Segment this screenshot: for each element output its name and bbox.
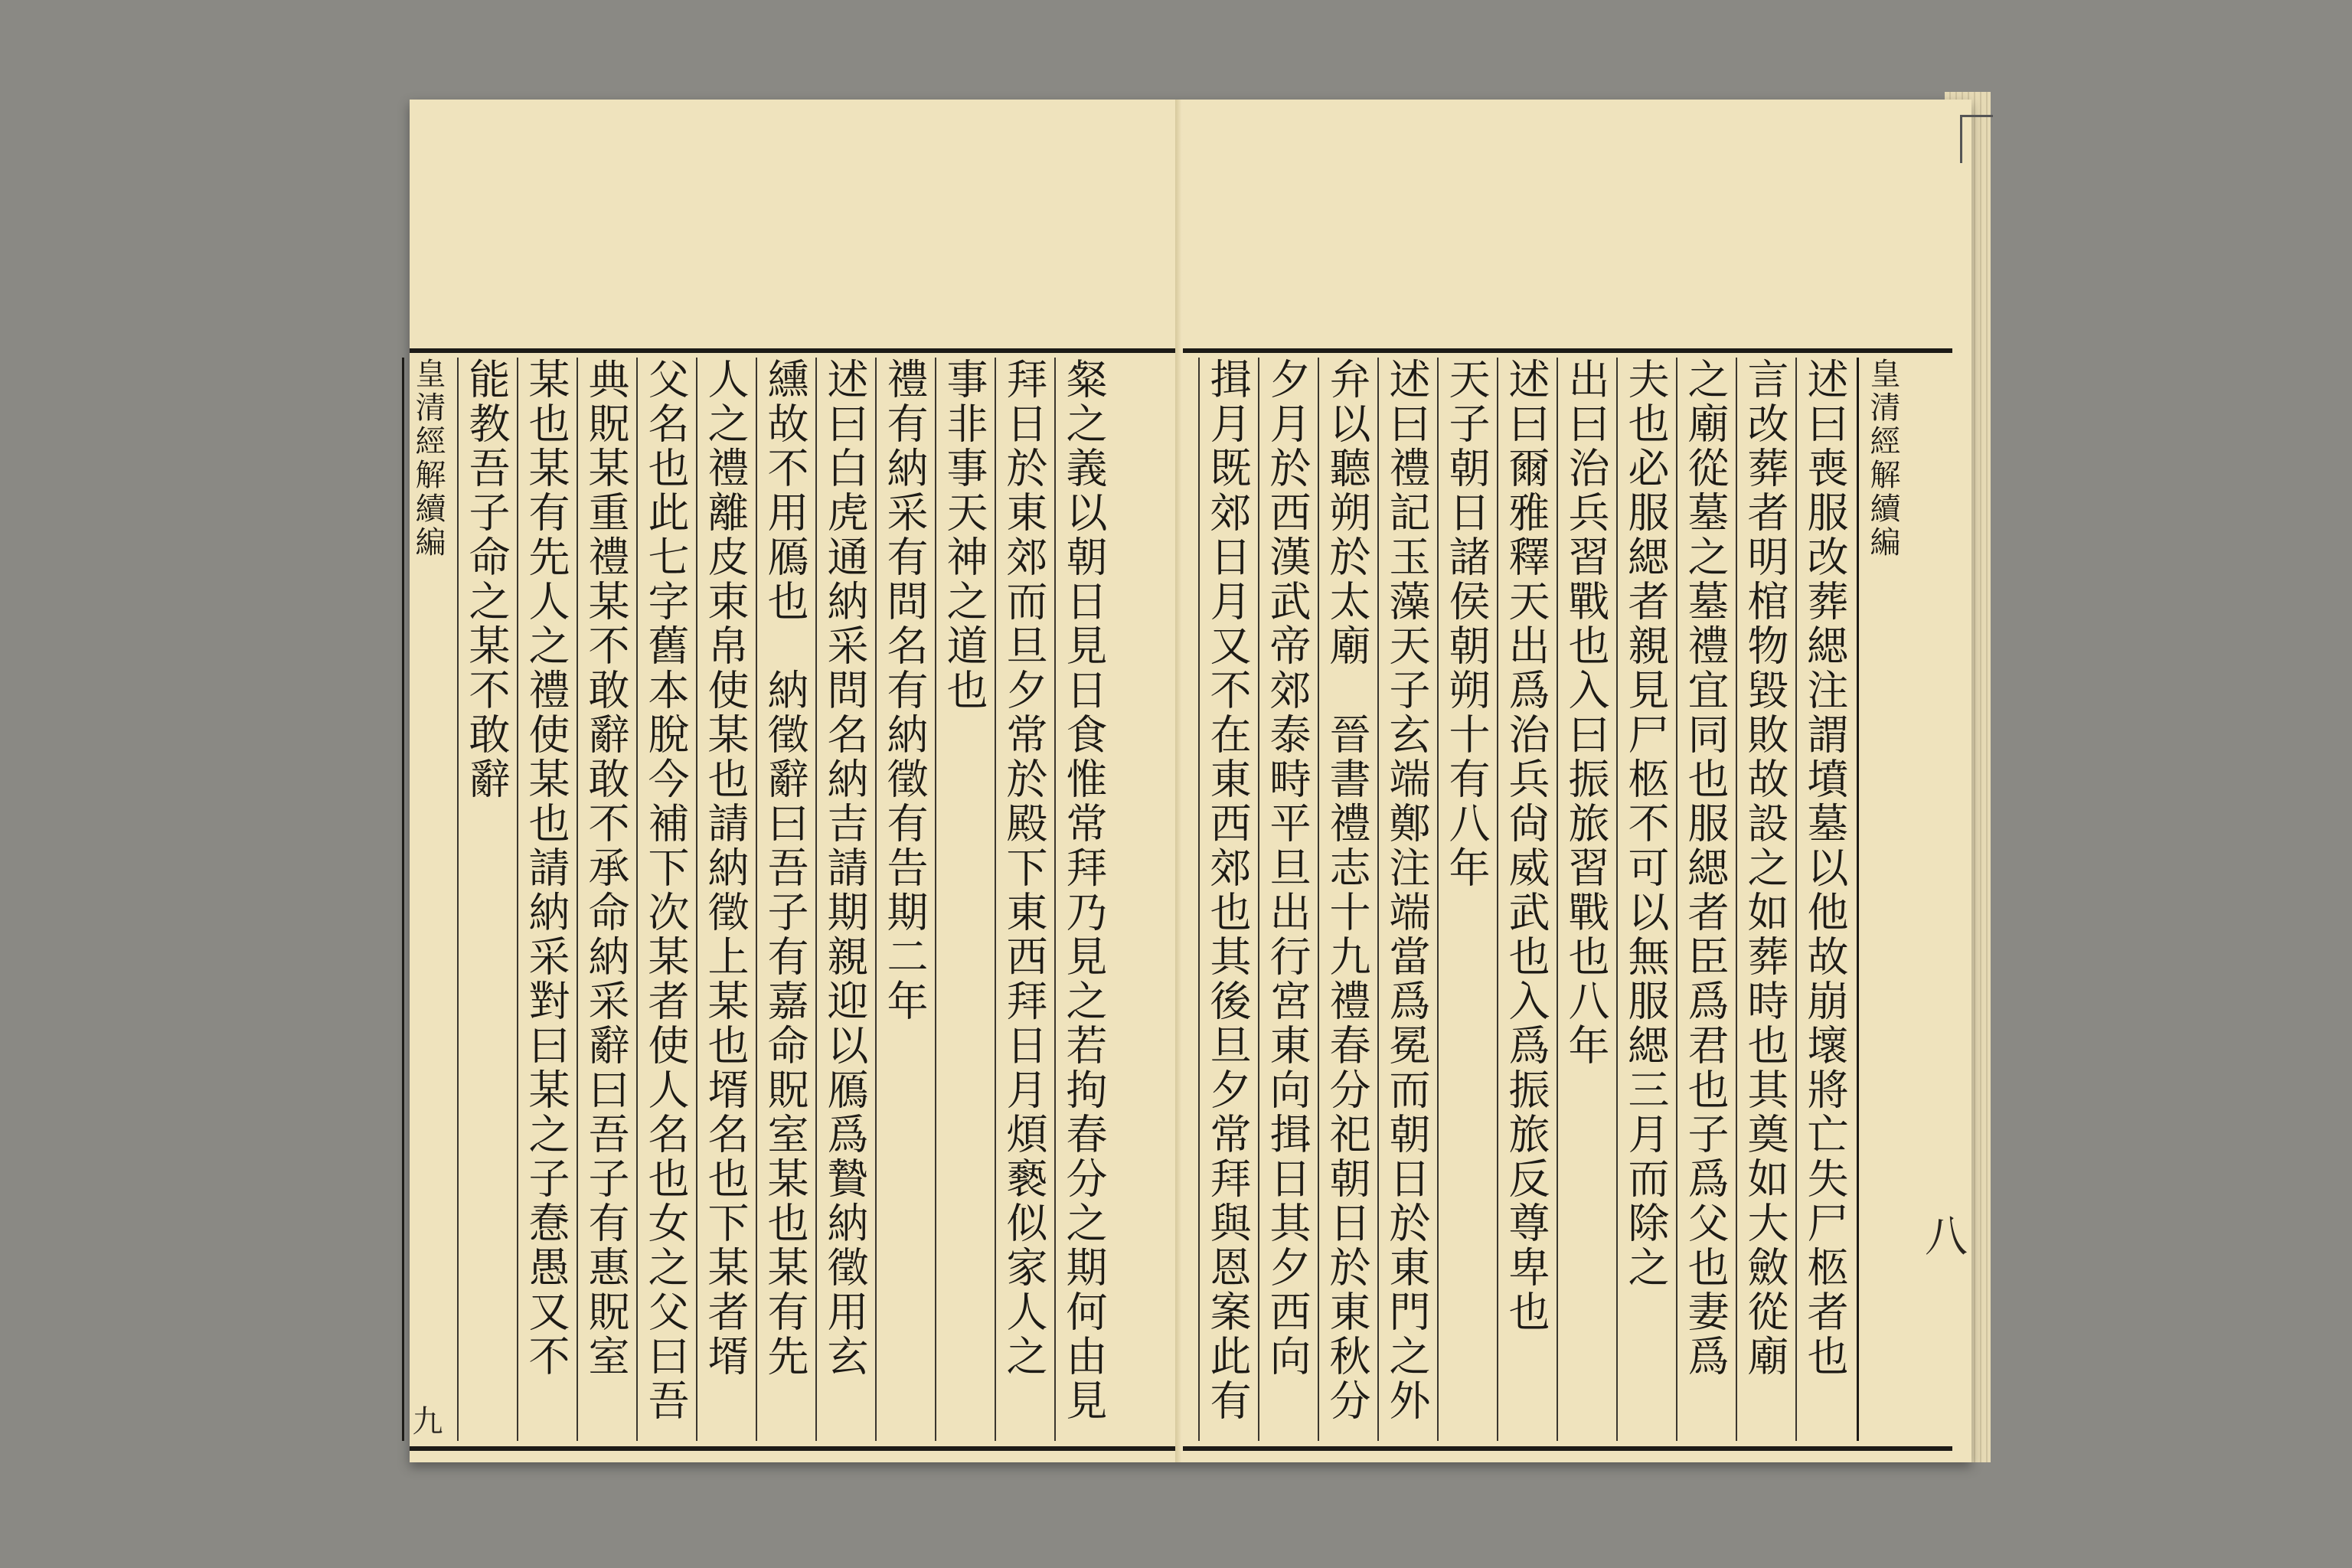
text-column: 述曰禮記玉藻天子玄端鄭注端當爲冕而朝日於東門之外 [1377,358,1434,1441]
text-column: 人之禮離皮束帛使某也請納徵上某也壻名也下某者壻 [696,358,753,1441]
text-column: 事非事天神之道也 [935,358,991,1441]
text-column: 典貺某重禮某不敢辭敢不承命納采辭曰吾子有惠貺室 [577,358,633,1441]
text-column: 能教吾子命之某不敢辭 [457,358,514,1441]
text-column: 出曰治兵習戰也入曰振旅習戰也八年 [1557,358,1613,1441]
text-column: 粲之義以朝日見日食惟常拜乃見之若拘春分之期何由見 [1054,358,1111,1441]
text-column: 天子朝日諸侯朝朔十有八年 [1437,358,1494,1441]
text-column: 夕月於西漢武帝郊泰畤平旦出行宮東向揖日其夕西向 [1258,358,1315,1441]
text-column: 夫也必服緦者親見尸柩不可以無服緦三月而除之 [1616,358,1673,1441]
margin-title: 皇清經解續編 [1857,358,1906,1441]
text-column: 弁以聽朔於太廟 晉書禮志十九禮春分祀朝日於東秋分 [1318,358,1374,1441]
text-column: 揖月既郊日月又不在東西郊也其後旦夕常拜與恩案此有 [1198,358,1255,1441]
right-page [1183,100,1971,1462]
top-rule [1183,348,1952,353]
text-column: 禮有納采有問名有納徵有告期二年 [875,358,932,1441]
text-column: 父名也此七字舊本脫今補下次某者使人名也女之父曰吾 [636,358,693,1441]
text-column: 之廟從墓之墓禮宜同也服緦者臣爲君也子爲父也妻爲 [1676,358,1733,1441]
blank-column [1114,358,1169,1441]
bottom-rule [410,1446,1175,1451]
tab-mark [1960,115,1993,163]
open-book [407,100,1971,1462]
page-number: 八 [1918,1214,1968,1256]
right-text-frame [1183,348,1968,1451]
text-column: 某也某有先人之禮使某也請納采對曰某之子惷愚又不 [517,358,573,1441]
text-column: 拜日於東郊而旦夕常於殿下東西拜日月煩褻似家人之 [995,358,1051,1441]
text-column: 言改葬者明棺物毀敗故設之如葬時也其奠如大斂從廟 [1736,358,1792,1441]
left-page [407,100,1179,1462]
top-rule [410,348,1175,353]
text-column: 述曰喪服改葬緦注謂墳墓以他故崩壞將亡失尸柩者也 [1795,358,1852,1441]
left-text-frame [407,348,1175,1451]
bottom-rule [1183,1446,1952,1451]
margin-title: 皇清經解續編 [402,358,452,1441]
text-column: 纁故不用鴈也 納徵辭曰吾子有嘉命貺室某也某有先 [756,358,812,1441]
text-column: 述曰白虎通納采問名納吉請期親迎以鴈爲贄納徵用玄 [815,358,872,1441]
text-column: 述曰爾雅釋天出爲治兵尙威武也入爲振旅反尊卑也 [1497,358,1553,1441]
page-number: 九 [407,1405,443,1436]
